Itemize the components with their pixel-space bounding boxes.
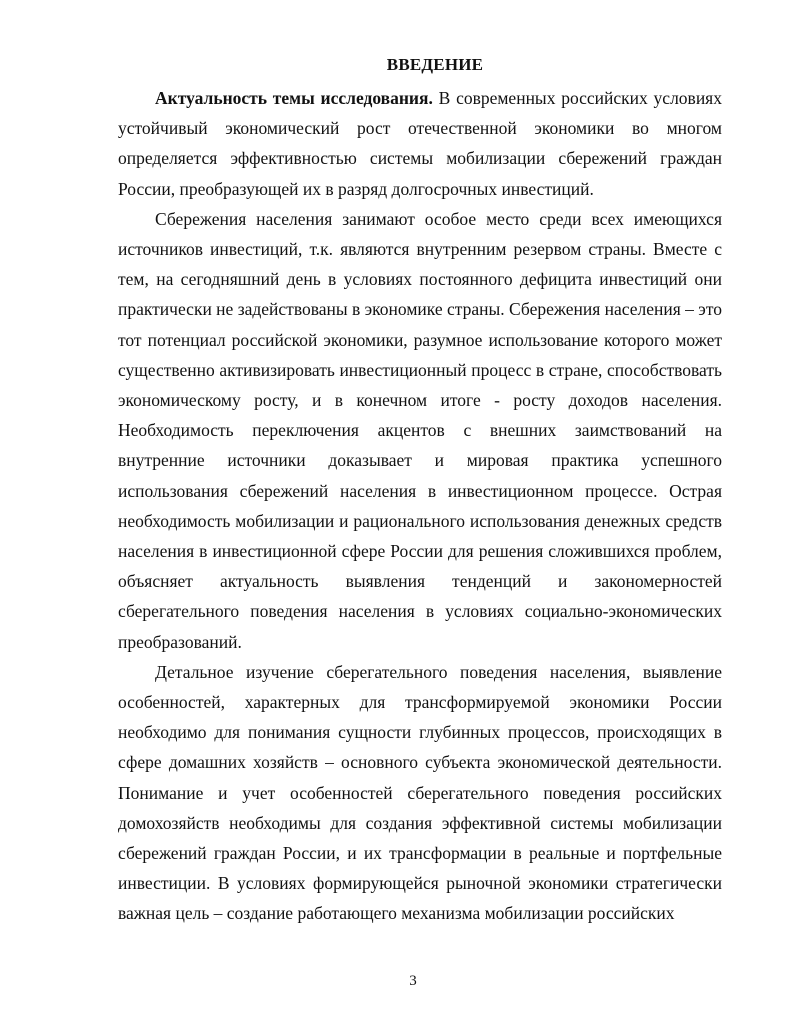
page-number: 3 <box>409 973 417 989</box>
paragraph-lead: Актуальность темы исследования. <box>155 88 433 108</box>
paragraph-2 <box>118 204 722 657</box>
paragraph-text: В современных российских условиях устойчивый экономический рост отечественной экономики во многом определяется эффективностью системы мобилизации сбережений граждан России, преобразующей их в разряд долгосрочных инвестиций. <box>118 88 722 199</box>
section-heading: ВВЕДЕНИЕ <box>386 55 484 74</box>
paragraph-text: Детальное изучение сберегательного поведения населения, выявление особенностей, характерных для трансформируемой экономики России необходимо для понимания сущности глубинных процессов, происходящих в сфере домашних хозяйств – основного субъекта экономической деятельности. Понимание и учет особенностей сберегательного поведения российских домохозяйств необходимы для создания эффективной системы мобилизации сбережений граждан России, и их трансформации в реальные и портфельные инвестиции. В условиях формирующейся рыночной экономики стратегически важная цель – создание работающего механизма мобилизации российских <box>118 661 722 924</box>
paragraph-3 <box>118 657 722 929</box>
paragraph-text: Сбережения населения занимают особое место среди всех имеющихся источников инвестиций, т.к. являются внутренним резервом страны. Вместе с тем, на сегодняшний день в условиях постоянного дефицита инвестиций они практически не задействованы в экономике страны. Сбережения населения – это тот потенциал российской экономики, разумное использование которого может существенно активизировать инвестиционный процесс в стране, способствовать экономическому росту, и в конечном итоге - росту доходов населения. Необходимость переключения акцентов с внешних заимствований на внутренние источники доказывает и мировая практика успешного использования сбережений населения в инвестиционном процессе. Острая необходимость мобилизации и рационального использования денежных средств населения в инвестиционной сфере России для решения сложившихся проблем, объясняет актуальность выявления тенденций и закономерностей сберегательного поведения населения в условиях социально-экономических преобразований. <box>118 208 722 652</box>
body-text <box>118 83 722 929</box>
paragraph-1 <box>118 83 722 204</box>
